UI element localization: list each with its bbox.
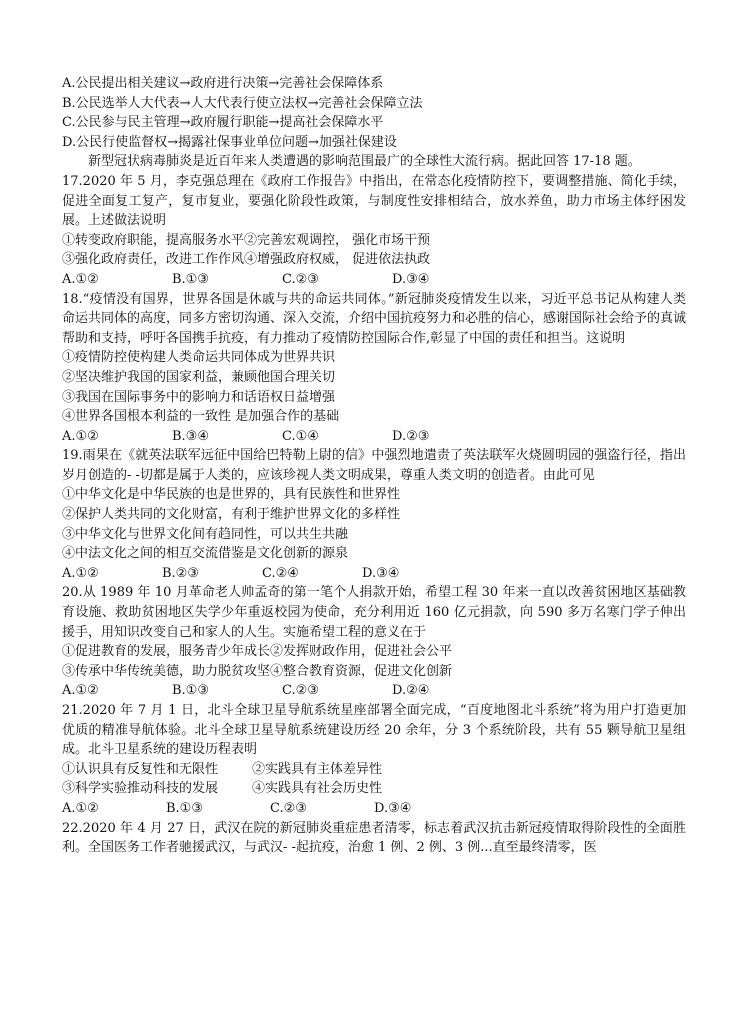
statement-1: ①认识具有反复性和无限性 bbox=[62, 761, 219, 777]
question-21-statements-row-1 bbox=[62, 760, 686, 780]
statement-4: ④实践具有社会历史性 bbox=[252, 781, 383, 797]
question-19-answers bbox=[62, 564, 686, 584]
answer-d: D.②③ bbox=[392, 428, 430, 444]
question-19-statement-3: ③中华文化与世界文化间有趋同性，可以共生共融 bbox=[62, 526, 349, 542]
answer-b: B.②③ bbox=[162, 565, 199, 581]
statement-2: ②实践具有主体差异性 bbox=[252, 761, 383, 777]
statement-3: ③科学实验推动科技的发展 bbox=[62, 781, 219, 797]
question-20-statements-2: ③传承中华传统美德，助力脱贫攻坚④整合教育资源，促进文化创新 bbox=[62, 663, 453, 679]
answer-a: A.①② bbox=[62, 683, 99, 699]
option-a: A.公民提出相关建议→政府进行决策→完善社会保障体系 bbox=[62, 76, 384, 91]
answer-b: B.③④ bbox=[172, 428, 209, 444]
question-18-statement-3: ③我国在国际事务中的影响力和话语权日益增强 bbox=[62, 389, 336, 405]
question-20-stem: 20.从 1989 年 10 月革命老人帅孟奇的第一笔个人捐款开始，希望工程 30 年来一直以改善贫困地区基础教育设施、救助贫困地区失学少年重返校园为使命，充分利用近 160 亿元捐款，向 590 多万名寒门学子伸出援手，用知识改变自己和家人的人生。实施希望工程的意义在于 bbox=[62, 585, 686, 640]
answer-d: D.③④ bbox=[362, 565, 400, 581]
question-21-answers bbox=[62, 799, 686, 819]
question-18 bbox=[62, 290, 686, 447]
answer-d: D.②④ bbox=[392, 683, 430, 699]
answer-a: A.①② bbox=[62, 428, 99, 444]
answer-a: A.①② bbox=[62, 800, 99, 816]
section-intro: 新型冠状病毒肺炎是近百年来人类遭遇的影响范围最广的全球性大流行病。据此回答 17-18 题。 bbox=[88, 154, 641, 170]
answer-c: C.②③ bbox=[282, 271, 319, 287]
question-17-stem: 17.2020 年 5 月，李克强总理在《政府工作报告》中指出，在常态化疫情防控下，要调整措施、简化手续，促进全面复工复产，复市复业，要强化阶段性政策，与制度性安排相结合，放水养鱼，助力市场主体纾困发展。上述做法说明 bbox=[62, 173, 686, 229]
answer-b: B.①③ bbox=[172, 271, 209, 287]
option-c: C.公民参与民主管理→政府履行职能→提高社会保障水平 bbox=[62, 115, 384, 131]
answer-d: D.③④ bbox=[374, 800, 412, 816]
question-17 bbox=[62, 172, 686, 290]
question-19-statement-1: ①中华文化是中华民族的也是世界的，具有民族性和世界性 bbox=[62, 487, 401, 503]
question-17-statements-2: ③强化政府责任，改进工作作风④增强政府权威， 促进依法执政 bbox=[62, 252, 431, 268]
question-17-statements-1: ①转变政府职能，提高服务水平②完善宏观调控， 强化市场干预 bbox=[62, 232, 431, 248]
answer-b: B.①③ bbox=[172, 683, 209, 699]
question-21-statements-row-2 bbox=[62, 779, 686, 799]
answer-c: C.②④ bbox=[262, 565, 299, 581]
question-18-answers bbox=[62, 427, 686, 447]
answer-b: B.①③ bbox=[166, 800, 203, 816]
question-21 bbox=[62, 701, 686, 819]
question-19-statement-4: ④中法文化之间的相互交流借鉴是文化创新的源泉 bbox=[62, 546, 349, 562]
question-20-answers bbox=[62, 681, 686, 701]
answer-a: A.①② bbox=[62, 565, 99, 581]
answer-d: D.③④ bbox=[392, 271, 430, 287]
question-18-statement-2: ②坚决维护我国的国家利益，兼顾他国合理关切 bbox=[62, 369, 336, 385]
question-22 bbox=[62, 819, 686, 858]
question-18-statement-4: ④世界各国根本利益的一致性 是加强合作的基础 bbox=[62, 409, 340, 425]
question-21-stem: 21.2020 年 7 月 1 日，北斗全球卫星导航系统星座部署全面完成，“百度地图北斗系统”将为用户打造更加优质的精准导航体验。北斗全球卫星导航系统建设历经 20 余年，分 3 个系统阶段，共有 55 颗导航卫星组成。北斗卫星系统的建设历程表明 bbox=[62, 703, 686, 758]
question-17-answers bbox=[62, 270, 686, 290]
question-18-stem: 18.“疫情没有国界，世界各国是休戚与共的命运共同体。”新冠肺炎疫情发生以来，习近平总书记从构建人类命运共同体的高度，同多方密切沟通、深入交流，介绍中国抗疫努力和必胜的信心，感谢国际社会给予的真诚帮助和支持，呼吁各国携手抗疫，有力推动了疫情防控国际合作,彰显了中国的责任和担当。这说明 bbox=[62, 291, 687, 346]
answer-c: C.①④ bbox=[282, 428, 319, 444]
question-19-statement-2: ②保护人类共同的文化财富，有利于维护世界文化的多样性 bbox=[62, 507, 401, 523]
answer-c: C.②③ bbox=[282, 683, 319, 699]
prev-question-options bbox=[62, 74, 686, 152]
question-22-stem: 22.2020 年 4 月 27 日，武汉在院的新冠肺炎重症患者清零，标志着武汉抗击新冠疫情取得阶段性的全面胜利。全国医务工作者驰援武汉，与武汉- -起抗疫，治愈 1 例、2 例、3 例...直至最终清零，医 bbox=[62, 820, 686, 856]
answer-c: C.②③ bbox=[270, 800, 307, 816]
answer-a: A.①② bbox=[62, 271, 99, 287]
exam-page bbox=[62, 74, 686, 858]
question-19-stem: 19.雨果在《就英法联军远征中国给巴特勒上尉的信》中强烈地遣责了英法联军火烧圆明园的强盗行径，指出岁月创造的- -切都是属于人类的，应该珍视人类文明成果，尊重人类文明的创造者。由此可见 bbox=[62, 448, 686, 483]
option-b: B.公民选举人大代表→人大代表行使立法权→完善社会保障立法 bbox=[62, 95, 423, 111]
question-20 bbox=[62, 583, 686, 701]
option-d: D.公民行使监督权→揭露社保事业单位问题→加强社保建设 bbox=[62, 134, 397, 150]
question-18-statement-1: ①疫情防控使构建人类命运共同体成为世界共识 bbox=[62, 350, 336, 366]
question-19 bbox=[62, 446, 686, 583]
question-20-statements-1: ①促进教育的发展，服务青少年成长②发挥财政作用，促进社会公平 bbox=[62, 644, 453, 660]
